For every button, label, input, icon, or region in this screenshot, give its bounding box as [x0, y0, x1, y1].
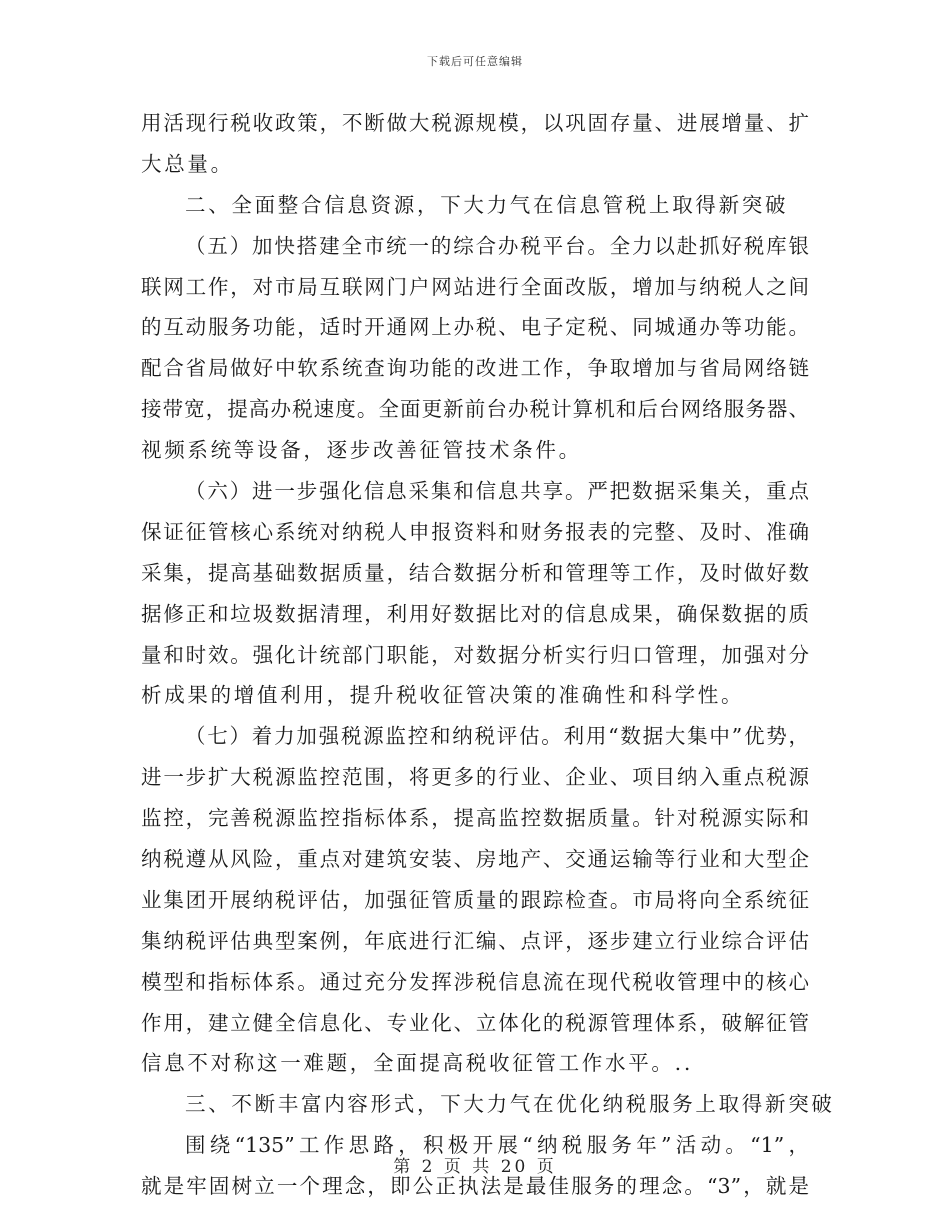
- text-line: 量和时效。强化计统部门职能，对数据分析实行归口管理，加强对分: [141, 642, 809, 667]
- text-line: 就是牢固树立一个理念，即公正执法是最佳服务的理念。“3”，就是: [141, 1174, 809, 1199]
- text-line: 析成果的增值利用，提升税收征管决策的准确性和科学性。: [141, 683, 745, 708]
- page-footer: 第 2 页 共 20 页: [393, 1157, 557, 1177]
- text-line: 大总量。: [141, 151, 234, 176]
- text-line: 监控，完善税源监控指标体系，提高监控数据质量。针对税源实际和: [141, 806, 809, 831]
- text-line: 采集，提高基础数据质量，结合数据分析和管理等工作，及时做好数: [141, 560, 809, 585]
- text-line: （七）着力加强税源监控和纳税评估。利用“数据大集中”优势，: [185, 724, 809, 749]
- text-line: 接带宽，提高办税速度。全面更新前台办税计算机和后台网络服务器、: [141, 397, 809, 422]
- text-line: 用活现行税收政策，不断做大税源规模，以巩固存量、进展增量、扩: [141, 111, 809, 135]
- text-line: 集纳税评估典型案例，年底进行汇编、点评，逐步建立行业综合评估: [141, 928, 809, 953]
- text-line: 的互动服务功能，适时开通网上办税、电子定税、同城通办等功能。: [141, 315, 809, 340]
- text-line: 二、全面整合信息资源，下大力气在信息管税上取得新突破: [185, 192, 789, 217]
- text-line: 联网工作，对市局互联网门户网站进行全面改版，增加与纳税人之间: [141, 274, 809, 299]
- text-line: 作用，建立健全信息化、专业化、立体化的税源管理体系，破解征管: [141, 1010, 809, 1035]
- text-line: 视频系统等设备，逐步改善征管技术条件。: [141, 438, 582, 463]
- text-line: 业集团开展纳税评估，加强征管质量的跟踪检查。市局将向全系统征: [141, 887, 809, 912]
- document-body: [141, 103, 835, 1207]
- text-line: 配合省局做好中软系统查询功能的改进工作，争取增加与省局网络链: [141, 356, 809, 381]
- text-line: 据修正和垃圾数据清理，利用好数据比对的信息成果，确保数据的质: [141, 601, 809, 626]
- text-line: 信息不对称这一难题，全面提高税收征管工作水平。..: [141, 1051, 694, 1076]
- text-line: 进一步扩大税源监控范围，将更多的行业、企业、项目纳入重点税源: [141, 765, 809, 790]
- text-line: 模型和指标体系。通过充分发挥涉税信息流在现代税收管理中的核心: [141, 969, 809, 994]
- text-line: 保证征管核心系统对纳税人申报资料和财务报表的完整、及时、准确: [141, 519, 809, 544]
- text-line: 三、不断丰富内容形式，下大力气在优化纳税服务上取得新突破: [185, 1092, 835, 1117]
- page-header: 下载后可任意编辑: [427, 55, 523, 68]
- text-line: （五）加快搭建全市统一的综合办税平台。全力以赴抓好税库银: [185, 233, 809, 258]
- text-line: 围绕“135”工作思路，积极开展“纳税服务年”活动。“1”，: [185, 1133, 809, 1158]
- text-line: （六）进一步强化信息采集和信息共享。严把数据采集关，重点: [185, 479, 809, 504]
- text-line: 纳税遵从风险，重点对建筑安装、房地产、交通运输等行业和大型企: [141, 847, 809, 872]
